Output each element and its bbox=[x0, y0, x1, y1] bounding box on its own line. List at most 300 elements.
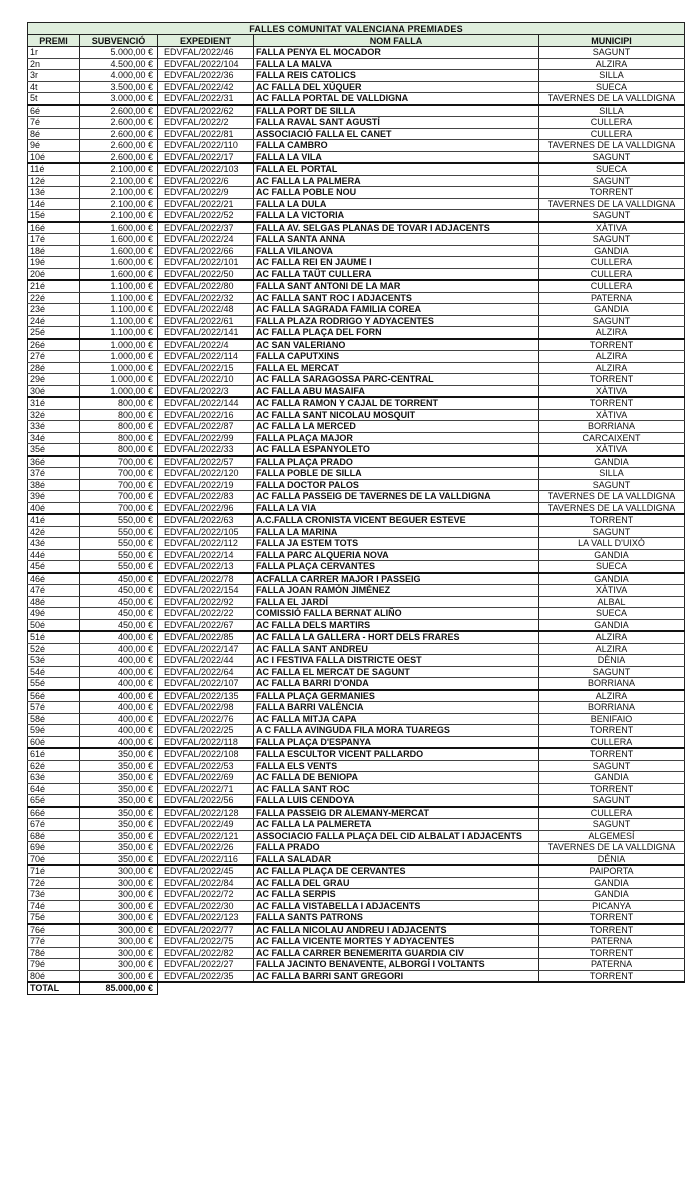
cell-municipi: SAGUNT bbox=[539, 47, 685, 59]
cell-nom-falla: FALLA LA DULA bbox=[254, 198, 539, 210]
cell-expedient: EDVFAL/2022/80 bbox=[158, 280, 254, 292]
cell-municipi: XÀTIVA bbox=[539, 222, 685, 234]
cell-nom-falla: FALLA SANTS PATRONS bbox=[254, 912, 539, 924]
table-body bbox=[28, 47, 685, 983]
cell-nom-falla: AC FALLA SERPIS bbox=[254, 889, 539, 901]
cell-municipi: CULLERA bbox=[539, 268, 685, 280]
cell-expedient: EDVFAL/2022/45 bbox=[158, 865, 254, 877]
table-row bbox=[28, 889, 685, 901]
cell-subvencio: 1.600,00 € bbox=[80, 234, 158, 246]
cell-expedient: EDVFAL/2022/57 bbox=[158, 456, 254, 468]
cell-municipi: ALZIRA bbox=[539, 362, 685, 374]
cell-expedient: EDVFAL/2022/27 bbox=[158, 959, 254, 971]
table-row bbox=[28, 81, 685, 93]
cell-expedient: EDVFAL/2022/141 bbox=[158, 327, 254, 339]
cell-municipi: LA VALL D'UIXÓ bbox=[539, 538, 685, 550]
table-row bbox=[28, 830, 685, 842]
table-row bbox=[28, 351, 685, 363]
cell-premi: 1r bbox=[28, 47, 80, 59]
cell-premi: 18é bbox=[28, 245, 80, 257]
cell-expedient: EDVFAL/2022/147 bbox=[158, 643, 254, 655]
cell-premi: 13é bbox=[28, 187, 80, 199]
cell-subvencio: 2.100,00 € bbox=[80, 187, 158, 199]
cell-municipi: GANDIA bbox=[539, 304, 685, 316]
cell-subvencio: 2.600,00 € bbox=[80, 151, 158, 163]
cell-expedient: EDVFAL/2022/6 bbox=[158, 175, 254, 187]
cell-premi: 54é bbox=[28, 666, 80, 678]
cell-subvencio: 1.600,00 € bbox=[80, 257, 158, 269]
cell-subvencio: 300,00 € bbox=[80, 889, 158, 901]
table-row bbox=[28, 234, 685, 246]
cell-nom-falla: FALLA RAVAL SANT AGUSTÍ bbox=[254, 117, 539, 129]
cell-municipi: SAGUNT bbox=[539, 479, 685, 491]
cell-subvencio: 350,00 € bbox=[80, 819, 158, 831]
cell-municipi: GANDIA bbox=[539, 245, 685, 257]
cell-municipi: GANDIA bbox=[539, 877, 685, 889]
cell-subvencio: 550,00 € bbox=[80, 526, 158, 538]
cell-nom-falla: AC FALLA SANT ROC I ADJACENTS bbox=[254, 292, 539, 304]
cell-premi: 15é bbox=[28, 210, 80, 222]
cell-subvencio: 1.100,00 € bbox=[80, 315, 158, 327]
table-row bbox=[28, 631, 685, 643]
cell-expedient: EDVFAL/2022/72 bbox=[158, 889, 254, 901]
table-row bbox=[28, 163, 685, 175]
cell-expedient: EDVFAL/2022/112 bbox=[158, 538, 254, 550]
table-row bbox=[28, 538, 685, 550]
table-row bbox=[28, 257, 685, 269]
cell-premi: 22é bbox=[28, 292, 80, 304]
cell-expedient: EDVFAL/2022/76 bbox=[158, 713, 254, 725]
cell-subvencio: 700,00 € bbox=[80, 491, 158, 503]
cell-subvencio: 550,00 € bbox=[80, 549, 158, 561]
cell-subvencio: 800,00 € bbox=[80, 432, 158, 444]
cell-premi: 60é bbox=[28, 736, 80, 748]
cell-premi: 30é bbox=[28, 385, 80, 397]
cell-municipi: ALGEMESÍ bbox=[539, 830, 685, 842]
table-row bbox=[28, 783, 685, 795]
cell-premi: 33é bbox=[28, 421, 80, 433]
cell-nom-falla: AC FALLA ABU MASAIFA bbox=[254, 385, 539, 397]
cell-expedient: EDVFAL/2022/53 bbox=[158, 760, 254, 772]
table-row bbox=[28, 292, 685, 304]
cell-premi: 2n bbox=[28, 58, 80, 70]
cell-nom-falla: AC FALLA NICOLAU ANDREU I ADJACENTS bbox=[254, 924, 539, 936]
cell-municipi: TAVERNES DE LA VALLDIGNA bbox=[539, 502, 685, 514]
cell-municipi: SAGUNT bbox=[539, 210, 685, 222]
cell-premi: 43é bbox=[28, 538, 80, 550]
cell-municipi: GANDIA bbox=[539, 549, 685, 561]
table-row bbox=[28, 842, 685, 854]
cell-premi: 3r bbox=[28, 70, 80, 82]
cell-premi: 8é bbox=[28, 128, 80, 140]
cell-subvencio: 400,00 € bbox=[80, 678, 158, 690]
cell-subvencio: 400,00 € bbox=[80, 643, 158, 655]
cell-premi: 29é bbox=[28, 374, 80, 386]
cell-nom-falla: AC FALLA TAÜT CULLERA bbox=[254, 268, 539, 280]
cell-nom-falla: AC FALLA CARRER BENEMERITA GUARDIA CIV bbox=[254, 947, 539, 959]
cell-premi: 4t bbox=[28, 81, 80, 93]
table-row bbox=[28, 362, 685, 374]
cell-expedient: EDVFAL/2022/128 bbox=[158, 807, 254, 819]
table-row bbox=[28, 479, 685, 491]
table-row bbox=[28, 339, 685, 351]
cell-nom-falla: FALLA PRADO bbox=[254, 842, 539, 854]
cell-expedient: EDVFAL/2022/108 bbox=[158, 748, 254, 760]
table-row bbox=[28, 397, 685, 409]
cell-premi: 34é bbox=[28, 432, 80, 444]
cell-expedient: EDVFAL/2022/35 bbox=[158, 970, 254, 982]
table-row bbox=[28, 456, 685, 468]
cell-nom-falla: FALLA REIS CATOLICS bbox=[254, 70, 539, 82]
table-row bbox=[28, 327, 685, 339]
table-row bbox=[28, 514, 685, 526]
table-row bbox=[28, 93, 685, 105]
table-row bbox=[28, 561, 685, 573]
cell-premi: 44é bbox=[28, 549, 80, 561]
table-row bbox=[28, 690, 685, 702]
table-row bbox=[28, 444, 685, 456]
cell-expedient: EDVFAL/2022/63 bbox=[158, 514, 254, 526]
cell-expedient: EDVFAL/2022/99 bbox=[158, 432, 254, 444]
table-row bbox=[28, 222, 685, 234]
cell-municipi: SAGUNT bbox=[539, 795, 685, 807]
cell-expedient: EDVFAL/2022/118 bbox=[158, 736, 254, 748]
cell-nom-falla: AC FALLA PORTAL DE VALLDIGNA bbox=[254, 93, 539, 105]
table-row bbox=[28, 385, 685, 397]
cell-subvencio: 800,00 € bbox=[80, 397, 158, 409]
cell-premi: 78é bbox=[28, 947, 80, 959]
cell-premi: 72é bbox=[28, 877, 80, 889]
cell-subvencio: 350,00 € bbox=[80, 830, 158, 842]
cell-expedient: EDVFAL/2022/13 bbox=[158, 561, 254, 573]
table-row bbox=[28, 573, 685, 585]
cell-nom-falla: FALLA ESCULTOR VICENT PALLARDO bbox=[254, 748, 539, 760]
cell-subvencio: 2.100,00 € bbox=[80, 175, 158, 187]
cell-expedient: EDVFAL/2022/81 bbox=[158, 128, 254, 140]
table-row bbox=[28, 58, 685, 70]
cell-expedient: EDVFAL/2022/37 bbox=[158, 222, 254, 234]
cell-municipi: DÈNIA bbox=[539, 655, 685, 667]
cell-nom-falla: AC FALLA DELS MARTIRS bbox=[254, 619, 539, 631]
cell-nom-falla: FALLA PLAÇA MAJOR bbox=[254, 432, 539, 444]
cell-municipi: PICANYA bbox=[539, 900, 685, 912]
header-municipi: MUNICIPI bbox=[539, 35, 685, 47]
cell-nom-falla: AC FALLA SANT NICOLAU MOSQUIT bbox=[254, 409, 539, 421]
cell-municipi: BENIFAIO bbox=[539, 713, 685, 725]
cell-premi: 50é bbox=[28, 619, 80, 631]
cell-expedient: EDVFAL/2022/84 bbox=[158, 877, 254, 889]
cell-nom-falla: FALLA LA VICTORIA bbox=[254, 210, 539, 222]
cell-expedient: EDVFAL/2022/85 bbox=[158, 631, 254, 643]
cell-expedient: EDVFAL/2022/87 bbox=[158, 421, 254, 433]
cell-nom-falla: AC I FESTIVA FALLA DISTRICTE OEST bbox=[254, 655, 539, 667]
cell-premi: 65é bbox=[28, 795, 80, 807]
cell-subvencio: 1.000,00 € bbox=[80, 351, 158, 363]
cell-nom-falla: FALLA SALADAR bbox=[254, 853, 539, 865]
cell-nom-falla: FALLA BARRI VALÈNCIA bbox=[254, 702, 539, 714]
cell-premi: 17é bbox=[28, 234, 80, 246]
cell-expedient: EDVFAL/2022/69 bbox=[158, 772, 254, 784]
cell-municipi: GANDIA bbox=[539, 573, 685, 585]
cell-expedient: EDVFAL/2022/14 bbox=[158, 549, 254, 561]
cell-premi: 16é bbox=[28, 222, 80, 234]
cell-premi: 80é bbox=[28, 970, 80, 982]
cell-expedient: EDVFAL/2022/135 bbox=[158, 690, 254, 702]
cell-expedient: EDVFAL/2022/114 bbox=[158, 351, 254, 363]
table-row bbox=[28, 47, 685, 59]
table-row bbox=[28, 619, 685, 631]
cell-expedient: EDVFAL/2022/78 bbox=[158, 573, 254, 585]
table-row bbox=[28, 643, 685, 655]
cell-nom-falla: FALLA PLAÇA PRADO bbox=[254, 456, 539, 468]
cell-subvencio: 1.000,00 € bbox=[80, 385, 158, 397]
table-row bbox=[28, 549, 685, 561]
cell-subvencio: 350,00 € bbox=[80, 772, 158, 784]
cell-nom-falla: FALLA PLAÇA D'ESPANYA bbox=[254, 736, 539, 748]
cell-municipi: ALZIRA bbox=[539, 58, 685, 70]
cell-subvencio: 400,00 € bbox=[80, 690, 158, 702]
cell-premi: 10é bbox=[28, 151, 80, 163]
cell-municipi: TORRENT bbox=[539, 397, 685, 409]
cell-premi: 70é bbox=[28, 853, 80, 865]
cell-premi: 20é bbox=[28, 268, 80, 280]
table-row bbox=[28, 877, 685, 889]
cell-expedient: EDVFAL/2022/154 bbox=[158, 585, 254, 597]
cell-premi: 47é bbox=[28, 585, 80, 597]
cell-nom-falla: AC FALLA DE BENIOPA bbox=[254, 772, 539, 784]
cell-nom-falla: AC FALLA PLAÇA DEL FORN bbox=[254, 327, 539, 339]
cell-expedient: EDVFAL/2022/77 bbox=[158, 924, 254, 936]
cell-premi: 79é bbox=[28, 959, 80, 971]
cell-premi: 53é bbox=[28, 655, 80, 667]
cell-nom-falla: FALLA EL MERCAT bbox=[254, 362, 539, 374]
cell-municipi: CULLERA bbox=[539, 280, 685, 292]
table-row bbox=[28, 936, 685, 948]
cell-expedient: EDVFAL/2022/101 bbox=[158, 257, 254, 269]
cell-nom-falla: FALLA EL JARDÍ bbox=[254, 596, 539, 608]
cell-municipi: TAVERNES DE LA VALLDIGNA bbox=[539, 140, 685, 152]
cell-nom-falla: COMISSIÓ FALLA BERNAT ALIÑO bbox=[254, 608, 539, 620]
cell-premi: 52é bbox=[28, 643, 80, 655]
cell-municipi: CULLERA bbox=[539, 128, 685, 140]
cell-subvencio: 350,00 € bbox=[80, 842, 158, 854]
table-row bbox=[28, 210, 685, 222]
cell-expedient: EDVFAL/2022/62 bbox=[158, 105, 254, 117]
cell-municipi: PATERNA bbox=[539, 959, 685, 971]
cell-nom-falla: FALLA DOCTOR PALOS bbox=[254, 479, 539, 491]
cell-expedient: EDVFAL/2022/144 bbox=[158, 397, 254, 409]
cell-expedient: EDVFAL/2022/49 bbox=[158, 819, 254, 831]
cell-municipi: DÉNIA bbox=[539, 853, 685, 865]
cell-expedient: EDVFAL/2022/56 bbox=[158, 795, 254, 807]
total-value: 85.000,00 € bbox=[80, 982, 158, 994]
cell-subvencio: 800,00 € bbox=[80, 409, 158, 421]
cell-expedient: EDVFAL/2022/22 bbox=[158, 608, 254, 620]
cell-nom-falla: FALLA LUIS CENDOYA bbox=[254, 795, 539, 807]
cell-premi: 59é bbox=[28, 725, 80, 737]
cell-municipi: SUECA bbox=[539, 561, 685, 573]
cell-premi: 39é bbox=[28, 491, 80, 503]
cell-nom-falla: FALLA PLAÇA GERMANIES bbox=[254, 690, 539, 702]
cell-premi: 45é bbox=[28, 561, 80, 573]
table-row bbox=[28, 900, 685, 912]
cell-municipi: GANDIA bbox=[539, 456, 685, 468]
cell-expedient: EDVFAL/2022/42 bbox=[158, 81, 254, 93]
cell-subvencio: 450,00 € bbox=[80, 596, 158, 608]
table-row bbox=[28, 491, 685, 503]
cell-nom-falla: AC FALLA LA MERCED bbox=[254, 421, 539, 433]
cell-premi: 46é bbox=[28, 573, 80, 585]
cell-municipi: ALZIRA bbox=[539, 631, 685, 643]
cell-expedient: EDVFAL/2022/36 bbox=[158, 70, 254, 82]
cell-subvencio: 400,00 € bbox=[80, 631, 158, 643]
table-row bbox=[28, 736, 685, 748]
cell-municipi: CULLERA bbox=[539, 117, 685, 129]
cell-nom-falla: FALLA PARC ALQUERIA NOVA bbox=[254, 549, 539, 561]
cell-subvencio: 350,00 € bbox=[80, 795, 158, 807]
table-title: FALLES COMUNITAT VALENCIANA PREMIADES bbox=[28, 23, 685, 35]
header-subvencio: SUBVENCIÓ bbox=[80, 35, 158, 47]
cell-expedient: EDVFAL/2022/3 bbox=[158, 385, 254, 397]
cell-subvencio: 300,00 € bbox=[80, 924, 158, 936]
cell-municipi: ALZIRA bbox=[539, 351, 685, 363]
table-row bbox=[28, 772, 685, 784]
cell-municipi: XÀTIVA bbox=[539, 409, 685, 421]
cell-subvencio: 400,00 € bbox=[80, 655, 158, 667]
cell-municipi: SUECA bbox=[539, 81, 685, 93]
cell-municipi: SUECA bbox=[539, 163, 685, 175]
cell-nom-falla: FALLA EL PORTAL bbox=[254, 163, 539, 175]
cell-municipi: TORRENT bbox=[539, 339, 685, 351]
cell-expedient: EDVFAL/2022/66 bbox=[158, 245, 254, 257]
cell-subvencio: 2.600,00 € bbox=[80, 117, 158, 129]
table-row bbox=[28, 526, 685, 538]
cell-premi: 9é bbox=[28, 140, 80, 152]
cell-expedient: EDVFAL/2022/24 bbox=[158, 234, 254, 246]
cell-subvencio: 2.600,00 € bbox=[80, 140, 158, 152]
cell-subvencio: 4.500,00 € bbox=[80, 58, 158, 70]
cell-municipi: SAGUNT bbox=[539, 666, 685, 678]
cell-premi: 23é bbox=[28, 304, 80, 316]
cell-premi: 48é bbox=[28, 596, 80, 608]
cell-subvencio: 700,00 € bbox=[80, 456, 158, 468]
cell-nom-falla: AC FALLA REI EN JAUME I bbox=[254, 257, 539, 269]
cell-expedient: EDVFAL/2022/25 bbox=[158, 725, 254, 737]
table-row bbox=[28, 853, 685, 865]
cell-subvencio: 450,00 € bbox=[80, 619, 158, 631]
cell-subvencio: 2.100,00 € bbox=[80, 163, 158, 175]
cell-subvencio: 1.000,00 € bbox=[80, 374, 158, 386]
cell-subvencio: 3.000,00 € bbox=[80, 93, 158, 105]
table-row bbox=[28, 807, 685, 819]
cell-premi: 41é bbox=[28, 514, 80, 526]
cell-nom-falla: AC FALLA MITJA CAPA bbox=[254, 713, 539, 725]
cell-expedient: EDVFAL/2022/21 bbox=[158, 198, 254, 210]
cell-premi: 35é bbox=[28, 444, 80, 456]
cell-nom-falla: AC FALLA BARRI SANT GREGORI bbox=[254, 970, 539, 982]
cell-municipi: SAGUNT bbox=[539, 175, 685, 187]
cell-subvencio: 400,00 € bbox=[80, 666, 158, 678]
cell-nom-falla: FALLA SANT ANTONI DE LA MAR bbox=[254, 280, 539, 292]
cell-municipi: GANDIA bbox=[539, 889, 685, 901]
cell-nom-falla: FALLA PLAZA RODRIGO Y ADYACENTES bbox=[254, 315, 539, 327]
cell-municipi: TORRENT bbox=[539, 725, 685, 737]
cell-expedient: EDVFAL/2022/103 bbox=[158, 163, 254, 175]
table-row bbox=[28, 970, 685, 982]
table-row bbox=[28, 151, 685, 163]
cell-municipi: TORRENT bbox=[539, 187, 685, 199]
cell-nom-falla: ASSOCIACIÓ FALLA EL CANET bbox=[254, 128, 539, 140]
cell-premi: 26é bbox=[28, 339, 80, 351]
cell-subvencio: 2.100,00 € bbox=[80, 210, 158, 222]
table-row bbox=[28, 409, 685, 421]
table-row bbox=[28, 128, 685, 140]
table-row bbox=[28, 502, 685, 514]
table-row bbox=[28, 725, 685, 737]
cell-subvencio: 450,00 € bbox=[80, 608, 158, 620]
cell-nom-falla: AC FALLA SANT ROC bbox=[254, 783, 539, 795]
cell-nom-falla: FALLA JOAN RAMÓN JIMÉNEZ bbox=[254, 585, 539, 597]
cell-expedient: EDVFAL/2022/92 bbox=[158, 596, 254, 608]
table-row bbox=[28, 70, 685, 82]
table-row bbox=[28, 198, 685, 210]
cell-municipi: GANDIA bbox=[539, 772, 685, 784]
cell-subvencio: 450,00 € bbox=[80, 573, 158, 585]
cell-subvencio: 1.100,00 € bbox=[80, 292, 158, 304]
cell-nom-falla: AC FALLA SARAGOSSA PARC-CENTRAL bbox=[254, 374, 539, 386]
cell-expedient: EDVFAL/2022/110 bbox=[158, 140, 254, 152]
cell-subvencio: 350,00 € bbox=[80, 807, 158, 819]
cell-premi: 57é bbox=[28, 702, 80, 714]
cell-expedient: EDVFAL/2022/19 bbox=[158, 479, 254, 491]
cell-subvencio: 300,00 € bbox=[80, 970, 158, 982]
cell-expedient: EDVFAL/2022/32 bbox=[158, 292, 254, 304]
table-row bbox=[28, 666, 685, 678]
table-row bbox=[28, 947, 685, 959]
cell-municipi: PATERNA bbox=[539, 292, 685, 304]
table-row bbox=[28, 959, 685, 971]
cell-subvencio: 350,00 € bbox=[80, 853, 158, 865]
table-row bbox=[28, 315, 685, 327]
cell-premi: 61é bbox=[28, 748, 80, 760]
cell-municipi: TORRENT bbox=[539, 514, 685, 526]
cell-subvencio: 1.000,00 € bbox=[80, 339, 158, 351]
cell-expedient: EDVFAL/2022/52 bbox=[158, 210, 254, 222]
cell-municipi: SILLA bbox=[539, 105, 685, 117]
header-nom-falla: NOM FALLA bbox=[254, 35, 539, 47]
cell-subvencio: 300,00 € bbox=[80, 865, 158, 877]
cell-nom-falla: FALLA PASSEIG DR ALEMANY-MERCAT bbox=[254, 807, 539, 819]
table-row bbox=[28, 585, 685, 597]
cell-expedient: EDVFAL/2022/61 bbox=[158, 315, 254, 327]
cell-premi: 11é bbox=[28, 163, 80, 175]
cell-expedient: EDVFAL/2022/96 bbox=[158, 502, 254, 514]
awards-sheet bbox=[27, 22, 684, 995]
cell-nom-falla: AC FALLA RAMON Y CAJAL DE TORRENT bbox=[254, 397, 539, 409]
cell-subvencio: 300,00 € bbox=[80, 936, 158, 948]
cell-municipi: TAVERNES DE LA VALLDIGNA bbox=[539, 842, 685, 854]
cell-premi: 19é bbox=[28, 257, 80, 269]
cell-premi: 21é bbox=[28, 280, 80, 292]
cell-premi: 56é bbox=[28, 690, 80, 702]
cell-nom-falla: FALLA CAPUTXINS bbox=[254, 351, 539, 363]
cell-expedient: EDVFAL/2022/15 bbox=[158, 362, 254, 374]
cell-expedient: EDVFAL/2022/26 bbox=[158, 842, 254, 854]
cell-nom-falla: AC FALLA POBLE NOU bbox=[254, 187, 539, 199]
cell-nom-falla: AC FALLA BARRI D'ONDA bbox=[254, 678, 539, 690]
cell-nom-falla: AC FALLA SAGRADA FAMILIA COREA bbox=[254, 304, 539, 316]
cell-nom-falla: AC FALLA LA PALMERA bbox=[254, 175, 539, 187]
